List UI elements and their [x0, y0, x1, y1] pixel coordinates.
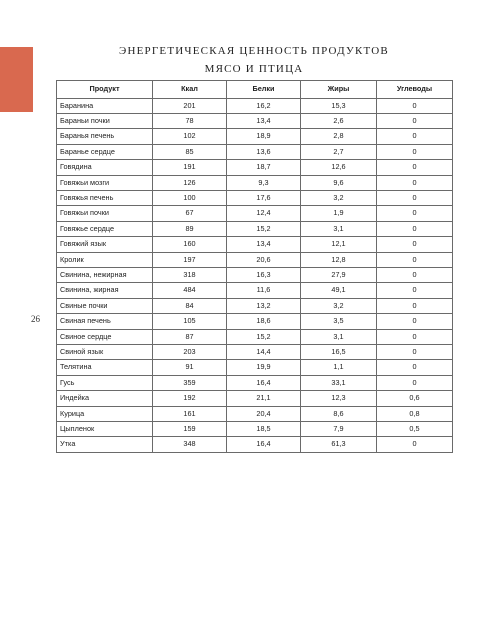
cell-fat: 16,5: [301, 345, 377, 360]
cell-kcal: 197: [153, 252, 227, 267]
header-carbs: Углеводы: [377, 81, 453, 99]
cell-kcal: 484: [153, 283, 227, 298]
table-header-row: [57, 81, 453, 99]
table-row: [57, 329, 453, 344]
table-row: [57, 175, 453, 190]
cell-carbs: 0: [377, 98, 453, 113]
cell-kcal: 359: [153, 375, 227, 390]
cell-carbs: 0: [377, 160, 453, 175]
cell-fat: 3,1: [301, 329, 377, 344]
cell-fat: 2,6: [301, 113, 377, 128]
cell-carbs: 0,5: [377, 422, 453, 437]
cell-kcal: 87: [153, 329, 227, 344]
page-number: 26: [31, 314, 40, 324]
table-row: [57, 406, 453, 421]
cell-product: Говяжья печень: [57, 190, 153, 205]
table-row: [57, 391, 453, 406]
cell-protein: 11,6: [227, 283, 301, 298]
cell-kcal: 100: [153, 190, 227, 205]
cell-carbs: 0: [377, 252, 453, 267]
cell-protein: 15,2: [227, 221, 301, 236]
cell-kcal: 201: [153, 98, 227, 113]
cell-protein: 16,2: [227, 98, 301, 113]
table-row: [57, 129, 453, 144]
cell-protein: 17,6: [227, 190, 301, 205]
cell-kcal: 159: [153, 422, 227, 437]
table-row: [57, 221, 453, 236]
cell-kcal: 161: [153, 406, 227, 421]
cell-fat: 12,6: [301, 160, 377, 175]
cell-protein: 14,4: [227, 345, 301, 360]
cell-fat: 3,5: [301, 314, 377, 329]
side-color-tab: [0, 47, 33, 112]
cell-carbs: 0: [377, 267, 453, 282]
table-row: [57, 314, 453, 329]
cell-fat: 61,3: [301, 437, 377, 452]
nutrition-table: [56, 80, 453, 453]
cell-protein: 9,3: [227, 175, 301, 190]
cell-kcal: 84: [153, 298, 227, 313]
cell-kcal: 318: [153, 267, 227, 282]
page-title: ЭНЕРГЕТИЧЕСКАЯ ЦЕННОСТЬ ПРОДУКТОВ: [119, 45, 389, 57]
table-row: [57, 437, 453, 452]
cell-protein: 16,4: [227, 375, 301, 390]
cell-carbs: 0: [377, 283, 453, 298]
cell-product: Свиное сердце: [57, 329, 153, 344]
cell-protein: 18,7: [227, 160, 301, 175]
cell-fat: 1,9: [301, 206, 377, 221]
cell-protein: 19,9: [227, 360, 301, 375]
cell-fat: 12,8: [301, 252, 377, 267]
cell-protein: 16,4: [227, 437, 301, 452]
cell-carbs: 0: [377, 190, 453, 205]
table-row: [57, 375, 453, 390]
table-row: [57, 252, 453, 267]
cell-protein: 18,9: [227, 129, 301, 144]
table-row: [57, 298, 453, 313]
cell-fat: 2,7: [301, 144, 377, 159]
cell-protein: 15,2: [227, 329, 301, 344]
table-row: [57, 113, 453, 128]
cell-product: Свиные почки: [57, 298, 153, 313]
cell-product: Свинина, нежирная: [57, 267, 153, 282]
cell-carbs: 0: [377, 437, 453, 452]
cell-carbs: 0: [377, 237, 453, 252]
cell-carbs: 0: [377, 345, 453, 360]
cell-carbs: 0,6: [377, 391, 453, 406]
cell-product: Говяжий язык: [57, 237, 153, 252]
cell-kcal: 191: [153, 160, 227, 175]
table-row: [57, 283, 453, 298]
cell-product: Свиной язык: [57, 345, 153, 360]
cell-fat: 27,9: [301, 267, 377, 282]
table-row: [57, 160, 453, 175]
cell-carbs: 0: [377, 175, 453, 190]
table-row: [57, 360, 453, 375]
cell-fat: 8,6: [301, 406, 377, 421]
cell-protein: 20,6: [227, 252, 301, 267]
cell-carbs: 0: [377, 360, 453, 375]
cell-protein: 13,4: [227, 237, 301, 252]
cell-carbs: 0: [377, 144, 453, 159]
table-row: [57, 190, 453, 205]
cell-carbs: 0: [377, 314, 453, 329]
cell-carbs: 0: [377, 375, 453, 390]
cell-protein: 13,6: [227, 144, 301, 159]
table-body: [57, 98, 453, 452]
cell-kcal: 67: [153, 206, 227, 221]
header-kcal: Ккал: [153, 81, 227, 99]
cell-protein: 18,5: [227, 422, 301, 437]
page-subtitle: МЯСО И ПТИЦА: [204, 63, 304, 75]
cell-product: Бараньи почки: [57, 113, 153, 128]
cell-fat: 3,2: [301, 298, 377, 313]
cell-protein: 12,4: [227, 206, 301, 221]
cell-fat: 2,8: [301, 129, 377, 144]
header-protein: Белки: [227, 81, 301, 99]
cell-kcal: 91: [153, 360, 227, 375]
cell-protein: 20,4: [227, 406, 301, 421]
cell-kcal: 126: [153, 175, 227, 190]
cell-product: Курица: [57, 406, 153, 421]
cell-kcal: 348: [153, 437, 227, 452]
table-row: [57, 206, 453, 221]
cell-kcal: 160: [153, 237, 227, 252]
cell-kcal: 102: [153, 129, 227, 144]
cell-kcal: 192: [153, 391, 227, 406]
cell-fat: 33,1: [301, 375, 377, 390]
cell-carbs: 0,8: [377, 406, 453, 421]
cell-product: Баранье сердце: [57, 144, 153, 159]
table-row: [57, 267, 453, 282]
cell-fat: 7,9: [301, 422, 377, 437]
cell-carbs: 0: [377, 129, 453, 144]
table-row: [57, 237, 453, 252]
table-row: [57, 345, 453, 360]
cell-protein: 18,6: [227, 314, 301, 329]
cell-protein: 16,3: [227, 267, 301, 282]
cell-product: Телятина: [57, 360, 153, 375]
cell-product: Баранья печень: [57, 129, 153, 144]
cell-kcal: 85: [153, 144, 227, 159]
cell-fat: 1,1: [301, 360, 377, 375]
cell-kcal: 203: [153, 345, 227, 360]
cell-carbs: 0: [377, 298, 453, 313]
cell-product: Гусь: [57, 375, 153, 390]
table-row: [57, 422, 453, 437]
cell-product: Цыпленок: [57, 422, 153, 437]
cell-protein: 13,4: [227, 113, 301, 128]
cell-fat: 12,1: [301, 237, 377, 252]
cell-protein: 21,1: [227, 391, 301, 406]
cell-fat: 49,1: [301, 283, 377, 298]
header-product: Продукт: [57, 81, 153, 99]
cell-fat: 3,1: [301, 221, 377, 236]
cell-product: Свиная печень: [57, 314, 153, 329]
table-row: [57, 144, 453, 159]
cell-carbs: 0: [377, 113, 453, 128]
cell-product: Утка: [57, 437, 153, 452]
header-fat: Жиры: [301, 81, 377, 99]
cell-carbs: 0: [377, 329, 453, 344]
cell-product: Говяжье сердце: [57, 221, 153, 236]
cell-kcal: 105: [153, 314, 227, 329]
table-row: [57, 98, 453, 113]
cell-fat: 3,2: [301, 190, 377, 205]
cell-fat: 9,6: [301, 175, 377, 190]
cell-product: Баранина: [57, 98, 153, 113]
cell-kcal: 78: [153, 113, 227, 128]
cell-carbs: 0: [377, 206, 453, 221]
cell-kcal: 89: [153, 221, 227, 236]
cell-fat: 15,3: [301, 98, 377, 113]
cell-product: Говядина: [57, 160, 153, 175]
cell-protein: 13,2: [227, 298, 301, 313]
cell-product: Кролик: [57, 252, 153, 267]
cell-product: Говяжьи мозги: [57, 175, 153, 190]
cell-product: Индейка: [57, 391, 153, 406]
cell-product: Говяжьи почки: [57, 206, 153, 221]
cell-fat: 12,3: [301, 391, 377, 406]
cell-product: Свинина, жирная: [57, 283, 153, 298]
cell-carbs: 0: [377, 221, 453, 236]
